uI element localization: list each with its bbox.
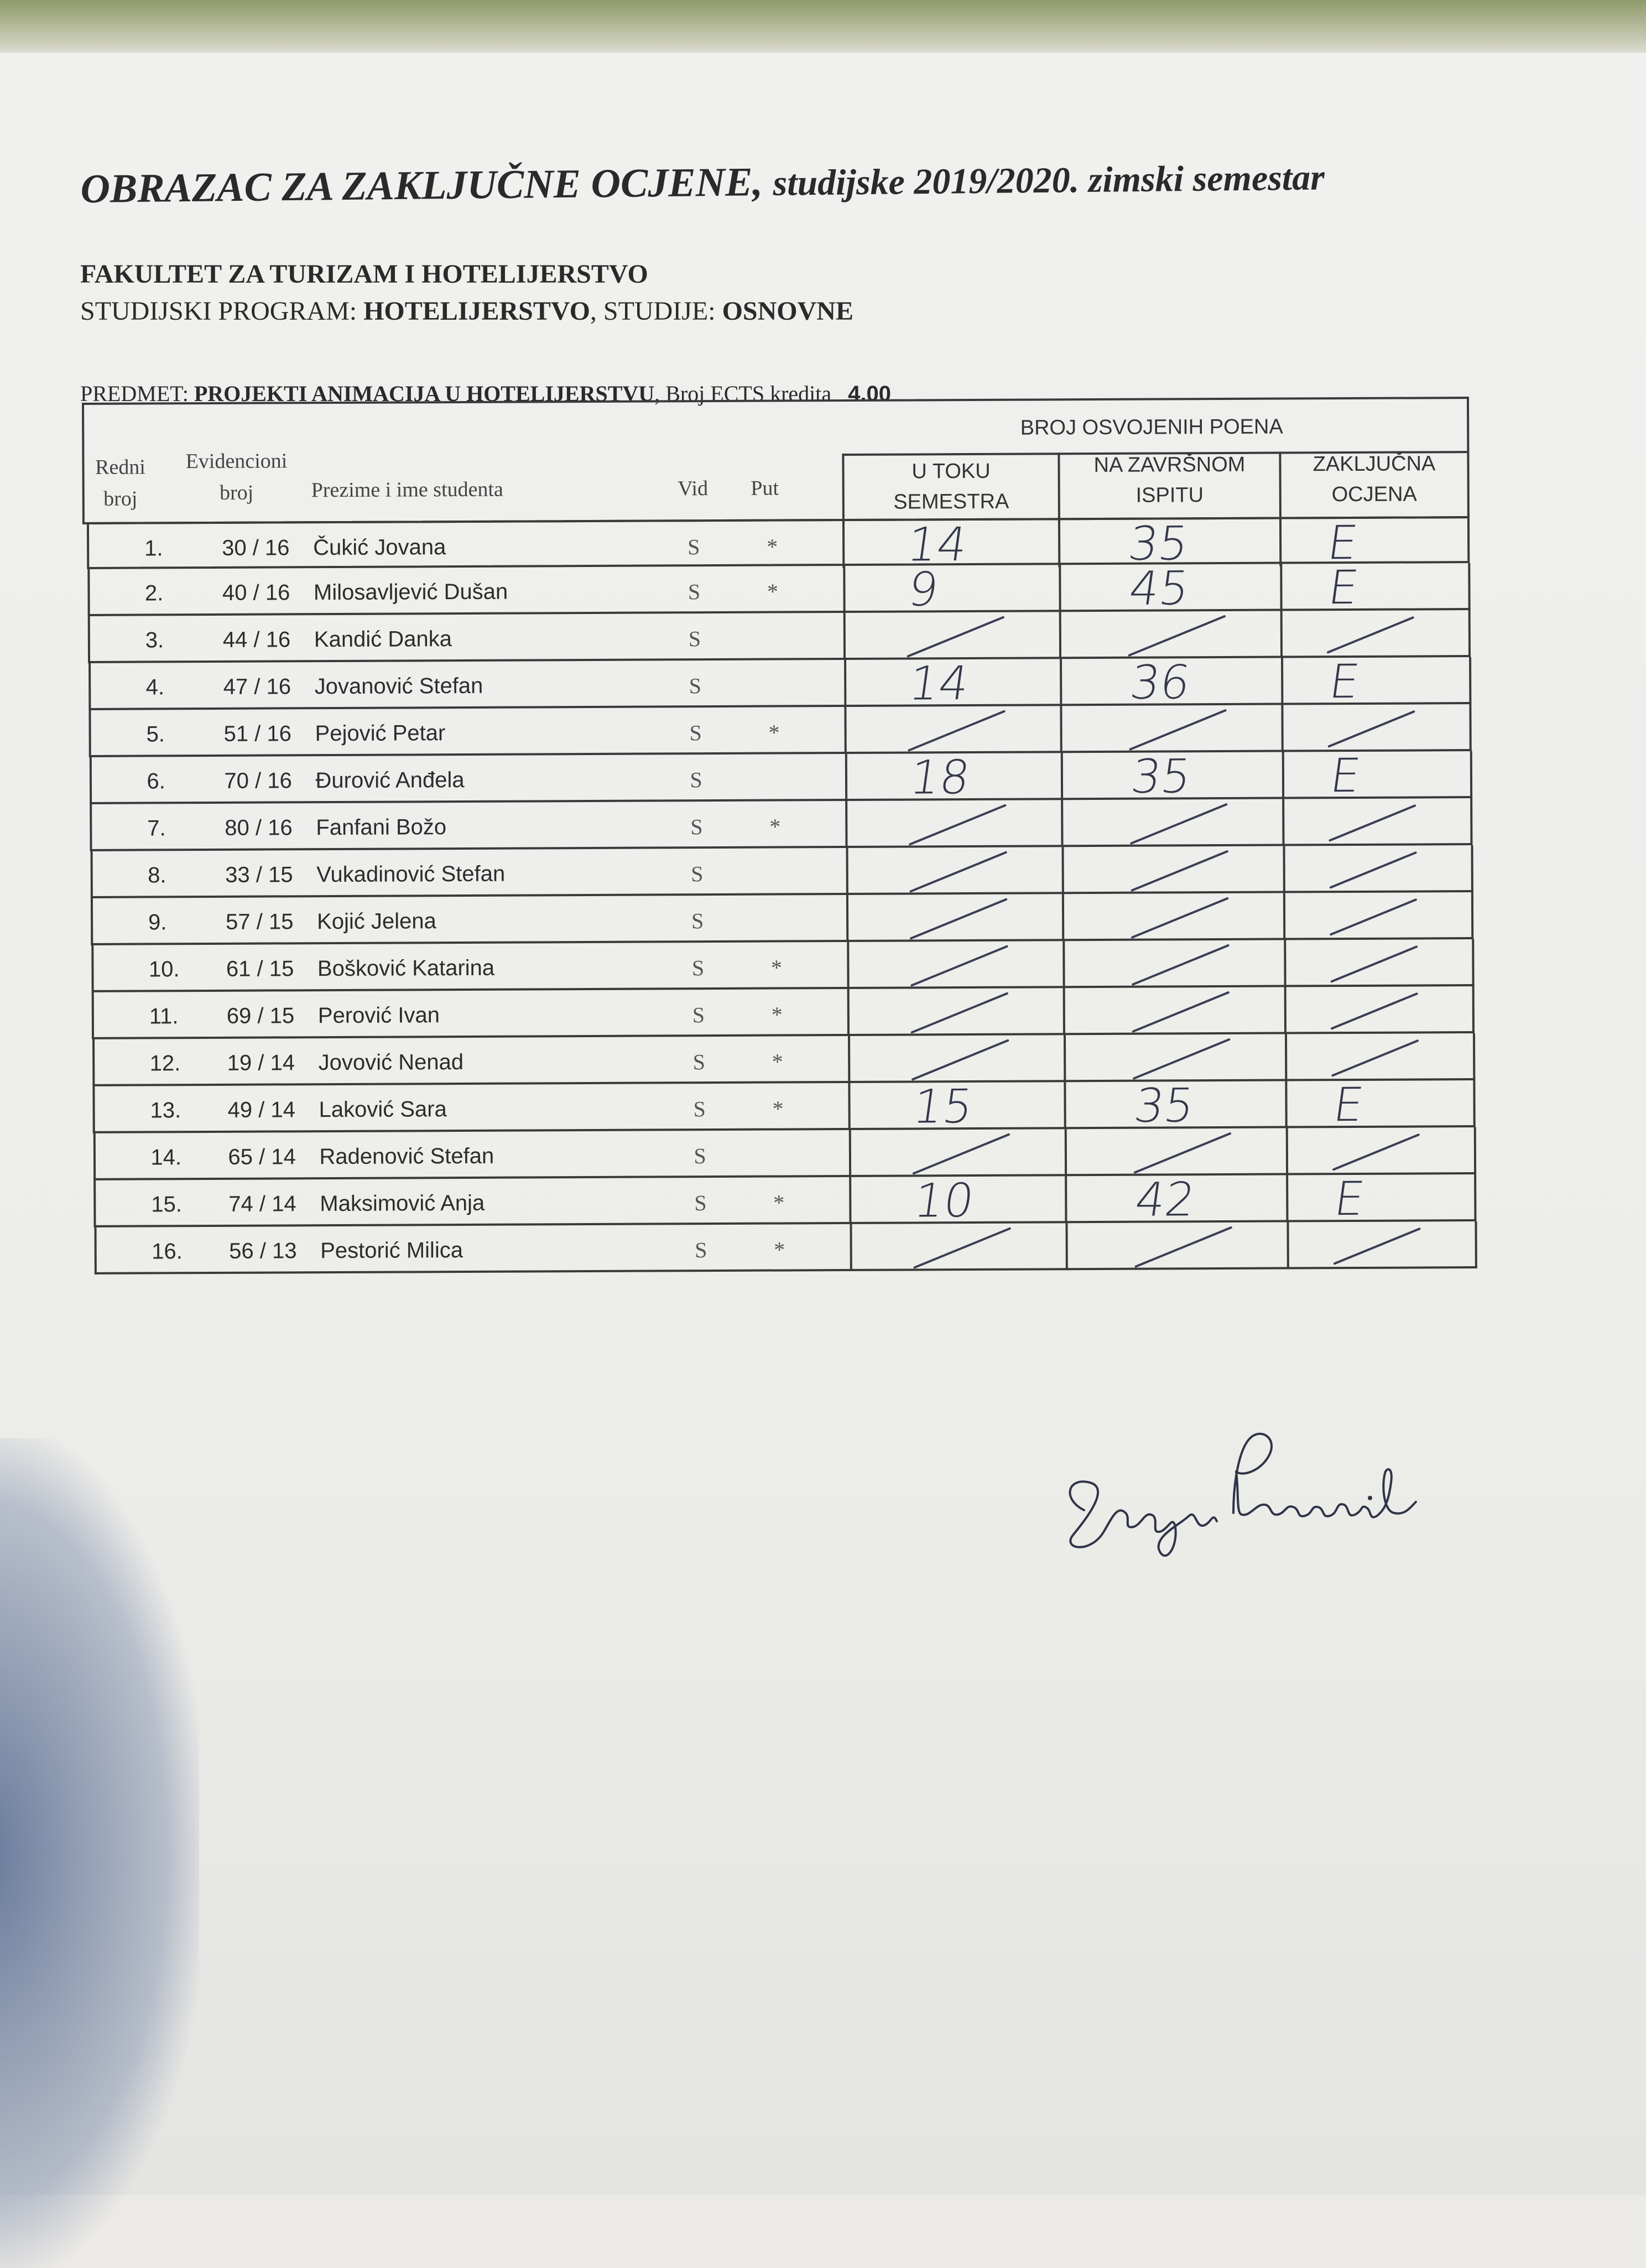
row-number: 13. xyxy=(150,1098,181,1123)
put-mark: * xyxy=(767,534,778,559)
faculty-name: FAKULTET ZA TURIZAM I HOTELIJERSTVO xyxy=(80,259,648,289)
semester-points: 15 xyxy=(909,1079,977,1134)
study-mode: S xyxy=(689,673,702,699)
background-edge xyxy=(0,0,1646,58)
ects-label: , Broj ECTS kredita xyxy=(654,381,832,406)
put-mark: * xyxy=(772,1096,784,1121)
study-mode: S xyxy=(691,908,704,934)
study-mode: S xyxy=(690,814,703,840)
final-grade: E xyxy=(1330,1077,1367,1132)
header-vid: Vid xyxy=(678,477,709,501)
table-row xyxy=(93,1171,1476,1228)
header-redni xyxy=(90,451,150,514)
exam-points: 42 xyxy=(1132,1172,1199,1227)
blank-mark xyxy=(1129,709,1227,751)
semester-points: 14 xyxy=(904,517,971,572)
blank-mark xyxy=(913,1227,1010,1269)
header-points-group: BROJ OSVOJENIH POENA xyxy=(1020,415,1283,440)
study-value: OSNOVNE xyxy=(722,296,853,326)
header-exam-line2: ISPITU xyxy=(1135,483,1204,507)
form-title-rest: studijske 2019/2020. zimski semestar xyxy=(773,157,1325,204)
blank-mark xyxy=(911,1039,1009,1081)
blank-mark xyxy=(1330,945,1418,983)
row-number: 6. xyxy=(147,769,165,794)
blank-mark xyxy=(1133,1132,1231,1174)
table-row xyxy=(92,986,1475,1039)
ects-value: 4.00 xyxy=(848,382,892,406)
table-row xyxy=(91,892,1473,945)
table-row xyxy=(93,1127,1476,1180)
table-row xyxy=(88,654,1471,711)
blank-mark xyxy=(1327,710,1415,748)
student-name: Pejović Petar xyxy=(315,721,446,746)
exam-points: 35 xyxy=(1131,1078,1198,1133)
put-mark: * xyxy=(769,814,781,839)
student-id: 19 / 14 xyxy=(227,1050,295,1075)
final-grade: E xyxy=(1324,515,1361,570)
blank-mark xyxy=(1331,1039,1419,1077)
semester-points: 18 xyxy=(906,750,973,805)
final-grade: E xyxy=(1325,560,1362,615)
study-mode: S xyxy=(687,579,701,605)
student-id: 33 / 15 xyxy=(225,862,293,887)
blank-mark xyxy=(909,804,1007,846)
blank-mark xyxy=(908,710,1006,752)
row-number: 11. xyxy=(149,1004,179,1029)
study-mode: S xyxy=(694,1190,707,1216)
student-name: Đurović Anđela xyxy=(315,767,465,793)
put-mark: * xyxy=(772,1049,783,1074)
header-evid-line1: Evidencioni xyxy=(185,449,288,474)
header-evidencioni xyxy=(173,445,300,509)
blank-mark xyxy=(909,851,1007,893)
study-mode: S xyxy=(692,1049,706,1075)
final-grade: E xyxy=(1326,748,1364,803)
table-row xyxy=(92,1077,1475,1134)
student-id: 40 / 16 xyxy=(222,580,290,605)
row-number: 14. xyxy=(150,1145,182,1170)
final-grade: E xyxy=(1331,1171,1368,1226)
blank-mark xyxy=(1132,1038,1230,1080)
grades-table xyxy=(82,397,1484,1288)
header-name: Prezime i ime studenta xyxy=(311,477,503,502)
header-semester-line2: SEMESTRA xyxy=(893,490,1009,514)
student-name: Pestorić Milica xyxy=(320,1238,463,1263)
student-id: 57 / 15 xyxy=(226,909,294,934)
subject-label: PREDMET: xyxy=(80,381,189,406)
put-mark: * xyxy=(774,1237,785,1262)
student-name: Kandić Danka xyxy=(314,627,452,652)
student-name: Fanfani Božo xyxy=(316,815,447,840)
header-grade-line1: ZAKLJUČNA xyxy=(1312,452,1436,476)
blank-mark xyxy=(1330,992,1418,1030)
study-mode: S xyxy=(688,626,701,652)
student-name: Jovanović Stefan xyxy=(314,673,483,699)
student-name: Vukadinović Stefan xyxy=(316,861,506,887)
row-number: 1. xyxy=(144,536,163,561)
row-number: 7. xyxy=(147,816,166,841)
table-row xyxy=(94,1221,1477,1275)
student-id: 80 / 16 xyxy=(225,815,293,840)
row-number: 8. xyxy=(148,863,166,888)
subject-value: PROJEKTI ANIMACIJA U HOTELIJERSTVU xyxy=(194,381,655,406)
student-id: 56 / 13 xyxy=(229,1239,297,1263)
table-row xyxy=(91,939,1474,992)
exam-points: 36 xyxy=(1127,655,1194,710)
row-number: 12. xyxy=(149,1051,181,1076)
study-mode: S xyxy=(689,720,702,746)
semester-points: 14 xyxy=(905,656,972,711)
study-label: , STUDIJE: xyxy=(590,296,716,326)
blank-mark xyxy=(1131,897,1228,939)
exam-points: 35 xyxy=(1125,516,1192,571)
header-final-exam xyxy=(1060,450,1279,512)
student-name: Jovović Nenad xyxy=(318,1050,464,1075)
blank-mark xyxy=(1329,851,1417,889)
row-number: 10. xyxy=(148,957,180,982)
table-header xyxy=(82,397,1470,524)
blank-mark xyxy=(1130,803,1228,845)
study-mode: S xyxy=(694,1143,706,1169)
student-id: 44 / 16 xyxy=(222,627,291,652)
student-name: Čukić Jovana xyxy=(313,535,446,560)
row-number: 5. xyxy=(146,722,165,747)
table-row xyxy=(87,515,1470,572)
student-name: Perović Ivan xyxy=(317,1003,440,1028)
table-row xyxy=(88,610,1471,663)
blank-mark xyxy=(910,945,1008,987)
row-number: 4. xyxy=(145,675,165,700)
row-number: 9. xyxy=(148,910,167,935)
row-number: 3. xyxy=(145,628,164,653)
study-mode: S xyxy=(687,534,700,560)
student-name: Maksimović Anja xyxy=(320,1190,485,1216)
student-name: Milosavljević Dušan xyxy=(313,579,508,605)
student-id: 74 / 14 xyxy=(228,1192,296,1216)
blank-mark xyxy=(1128,615,1226,657)
blank-mark xyxy=(1329,804,1416,842)
table-row xyxy=(87,560,1470,617)
program-value: HOTELIJERSTVO xyxy=(363,296,590,326)
student-id: 69 / 15 xyxy=(226,1003,295,1028)
student-id: 65 / 14 xyxy=(228,1145,296,1169)
study-mode: S xyxy=(690,767,702,793)
student-name: Bošković Katarina xyxy=(317,955,495,981)
header-grade-line2: OCJENA xyxy=(1331,482,1417,507)
table-row xyxy=(92,1033,1475,1086)
final-grade: E xyxy=(1326,654,1363,709)
student-id: 61 / 15 xyxy=(226,956,294,981)
blank-mark xyxy=(1131,850,1228,892)
header-redni-line2: broj xyxy=(103,487,138,511)
semester-points: 10 xyxy=(910,1173,977,1228)
exam-points: 45 xyxy=(1126,561,1192,616)
blank-mark xyxy=(910,992,1008,1034)
student-name: Kojić Jelena xyxy=(317,909,436,934)
table-body xyxy=(82,516,1480,1286)
study-mode: S xyxy=(692,1002,705,1028)
blank-mark xyxy=(1134,1226,1232,1268)
put-mark: * xyxy=(767,579,779,604)
student-name: Radenović Stefan xyxy=(319,1143,494,1169)
blank-mark xyxy=(1131,944,1229,986)
header-grade xyxy=(1281,449,1467,511)
header-exam-line1: NA ZAVRŠNOM xyxy=(1093,452,1246,477)
blank-mark xyxy=(1330,898,1418,936)
study-mode: S xyxy=(691,955,705,981)
student-id: 51 / 16 xyxy=(223,721,292,746)
header-redni-line1: Redni xyxy=(95,455,145,479)
blank-mark xyxy=(909,898,1007,940)
blank-mark xyxy=(912,1133,1010,1175)
header-evid-line2: broj xyxy=(220,481,254,504)
program-label: STUDIJSKI PROGRAM: xyxy=(80,296,357,326)
shadow xyxy=(0,1438,199,2268)
put-mark: * xyxy=(773,1190,785,1215)
put-mark: * xyxy=(768,720,780,745)
table-row xyxy=(90,798,1472,851)
blank-mark xyxy=(1132,991,1230,1033)
blank-mark xyxy=(907,616,1004,658)
student-name: Laković Sara xyxy=(319,1097,447,1122)
program-line xyxy=(80,296,853,326)
row-number: 2. xyxy=(144,581,164,606)
row-number: 16. xyxy=(152,1239,183,1264)
signature xyxy=(1051,1416,1449,1560)
blank-mark xyxy=(1326,616,1414,654)
row-number: 15. xyxy=(151,1192,183,1217)
student-id: 70 / 16 xyxy=(224,768,292,793)
semester-points: 9 xyxy=(904,562,942,617)
blank-mark xyxy=(1333,1227,1421,1265)
put-mark: * xyxy=(771,1002,783,1027)
header-semester-line1: U TOKU xyxy=(911,459,991,483)
table-row xyxy=(90,845,1473,898)
header-semester xyxy=(844,456,1058,518)
form-title-main: OBRAZAC ZA ZAKLJUČNE OCJENE, xyxy=(80,159,763,212)
student-id: 49 / 14 xyxy=(227,1097,296,1122)
student-id: 30 / 16 xyxy=(222,535,290,560)
study-mode: S xyxy=(693,1096,706,1122)
put-mark: * xyxy=(770,955,783,980)
blank-mark xyxy=(1332,1133,1420,1171)
study-mode: S xyxy=(691,861,704,887)
exam-points: 35 xyxy=(1127,749,1195,804)
table-row xyxy=(89,748,1472,805)
table-row xyxy=(88,704,1471,757)
student-id: 47 / 16 xyxy=(223,674,291,699)
header-put: Put xyxy=(751,476,779,500)
study-mode: S xyxy=(695,1237,707,1263)
